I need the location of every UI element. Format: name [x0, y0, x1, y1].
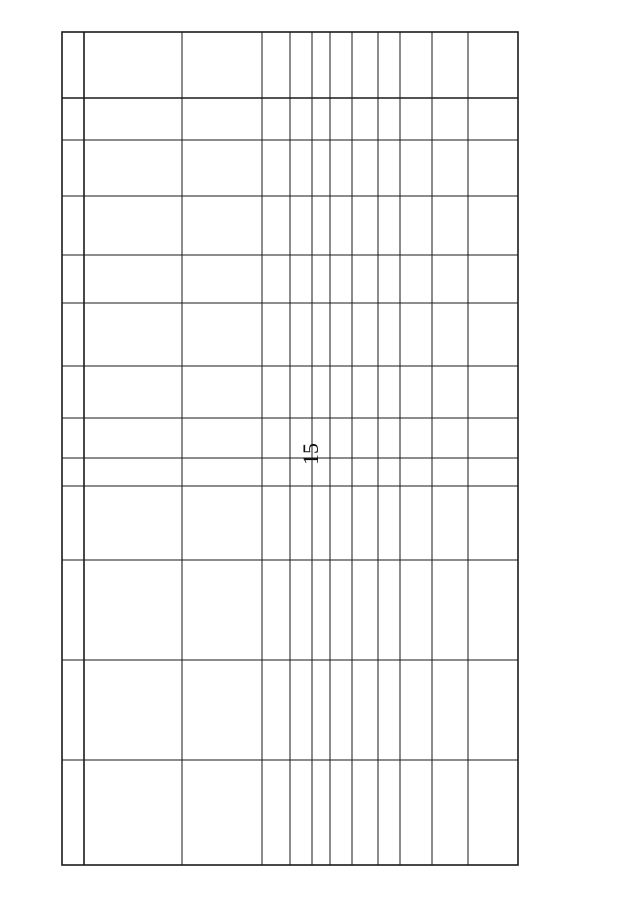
page-number: 15 — [298, 443, 323, 465]
